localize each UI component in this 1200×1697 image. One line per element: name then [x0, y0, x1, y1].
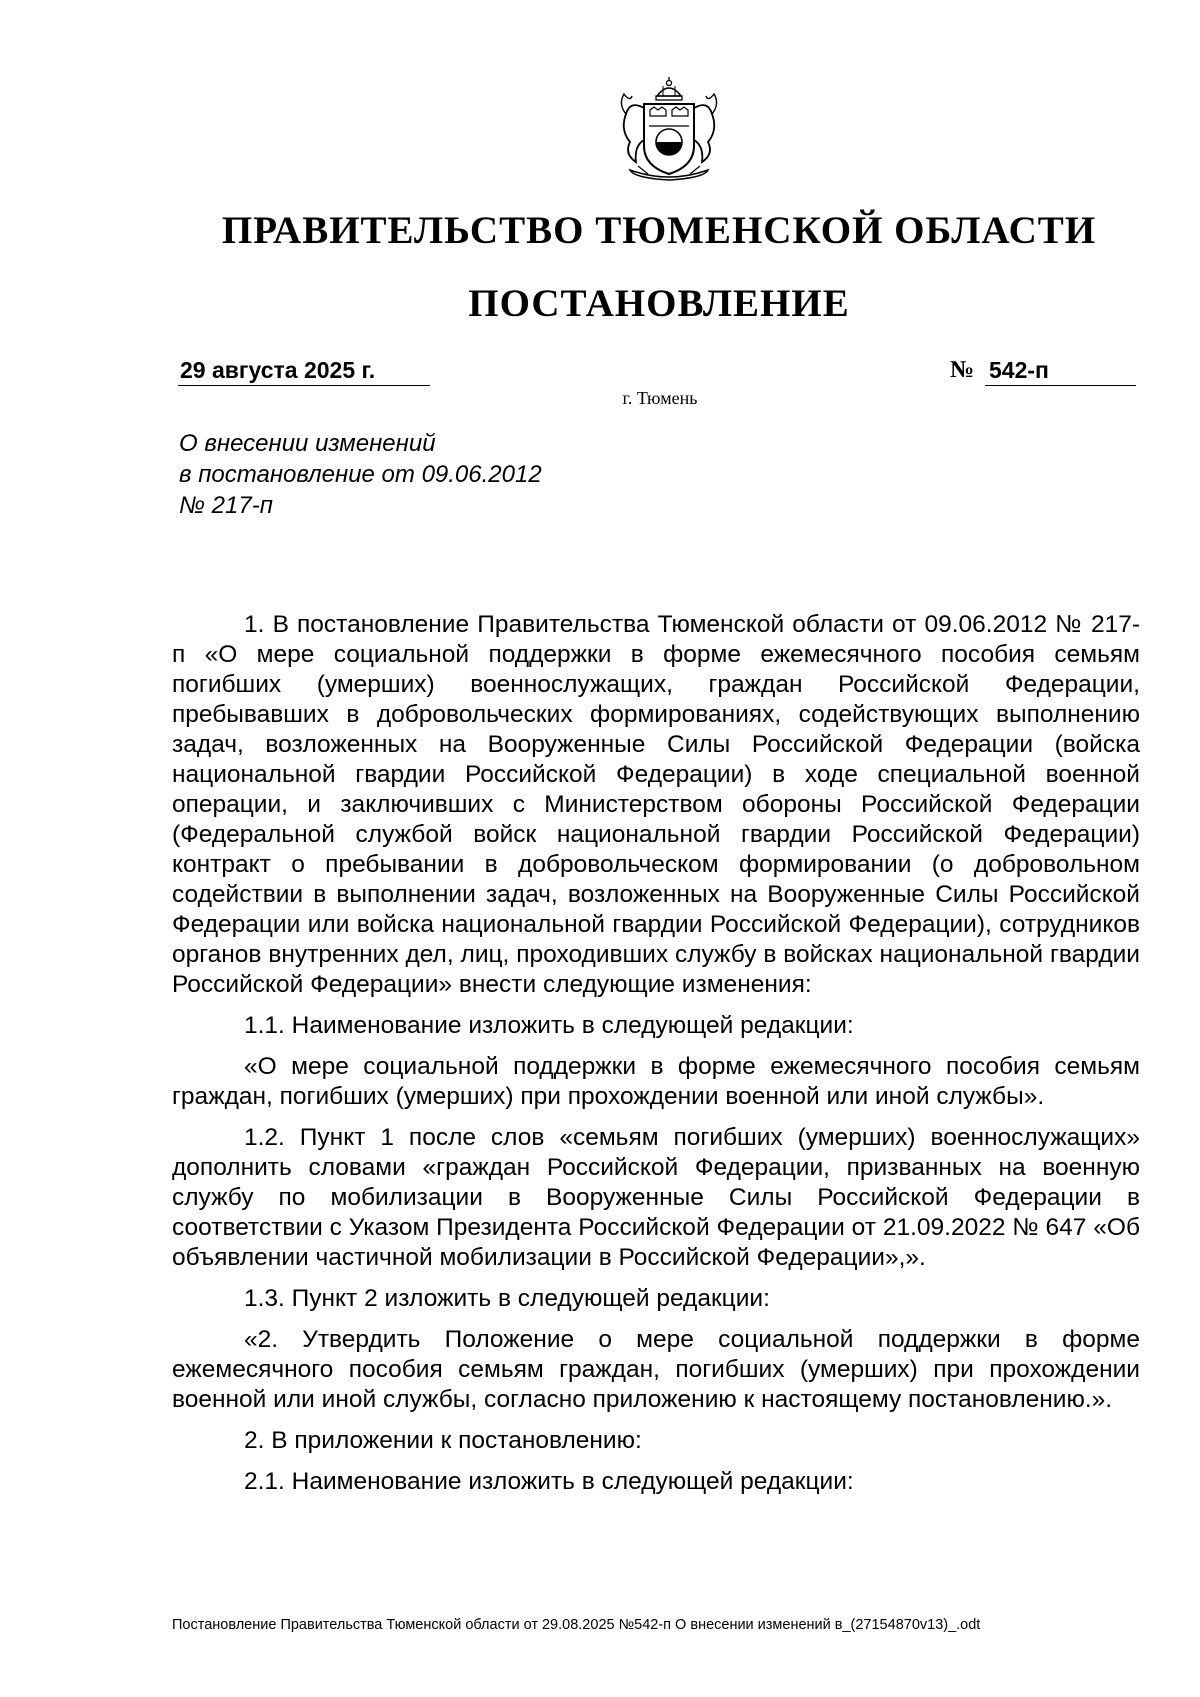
paragraph-1-1-text: «О мере социальной поддержки в форме ежемесячного пособия семьям граждан, погибших (умерших) при прохождении военной или иной службы». — [172, 1053, 1140, 1110]
paragraph-1-3: 1.3. Пункт 2 изложить в следующей редакции: — [244, 1285, 770, 1312]
city-label: г. Тюмень — [622, 388, 698, 408]
paragraph-2: 2. В приложении к постановлению: — [244, 1427, 642, 1454]
subject-line: в постановление от 09.06.2012 — [179, 461, 542, 488]
number-sign: № — [950, 357, 975, 383]
paragraph-1-2: 1.2. Пункт 1 после слов «семьям погибших (умерших) военнослужащих» дополнить словами «граждан Российской Федерации, призванных на военную службу по мобилизации в Вооруженные Силы Российской Федерации в соответствии с Указом Президента Российской Федерации от 21.09.2022 № 647 «Об объявлении частичной мобилизации в Российской Федерации»,». — [172, 1124, 1140, 1271]
document-date: 29 августа 2025 г. — [178, 355, 430, 386]
paragraph-1-1: 1.1. Наименование изложить в следующей редакции: — [244, 1012, 854, 1039]
organization-title: ПРАВИТЕЛЬСТВО ТЮМЕНСКОЙ ОБЛАСТИ — [221, 209, 1097, 252]
paragraph-1: 1. В постановление Правительства Тюменской области от 09.06.2012 № 217-п «О мере социальной поддержки в форме ежемесячного пособия семьям погибших (умерших) военнослужащих, граждан Российской Федерации, пребывавших в добровольческих формированиях, содействующих выполнению задач, возложенных на Вооруженные Силы Российской Федерации (войска национальной гвардии Российской Федерации) в ходе специальной военной операции, и заключивших с Министерством обороны Российской Федерации (Федеральной службой войск национальной гвардии Российской Федерации) контракт о пребывании в добровольческом формировании (о добровольном содействии в выполнении задач, возложенных на Вооруженные Силы Российской Федерации или войска национальной гвардии Российской Федерации), сотрудников органов внутренних дел, лиц, проходивших службу в войсках национальной гвардии Российской Федерации» внести следующие изменения: — [172, 611, 1140, 998]
document-number: 542-п — [985, 355, 1136, 386]
document-subject — [179, 428, 699, 521]
subject-line: № 217-п — [179, 492, 273, 519]
paragraph-1-3-text: «2. Утвердить Положение о мере социальной поддержки в форме ежемесячного пособия семьям граждан, погибших (умерших) при прохождении военной или иной службы, согласно приложению к настоящему постановлению.». — [172, 1326, 1140, 1413]
paragraph-2-1: 2.1. Наименование изложить в следующей редакции: — [244, 1468, 854, 1495]
subject-line: О внесении изменений — [179, 430, 436, 457]
tyumen-region-coat-of-arms-icon — [594, 74, 744, 186]
document-type-heading: ПОСТАНОВЛЕНИЕ — [468, 282, 850, 325]
page-footer: Постановление Правительства Тюменской области от 29.08.2025 №542-п О внесении изменений в_(27154870v13)_.odt — [172, 1617, 981, 1633]
document-body — [172, 610, 1140, 1497]
